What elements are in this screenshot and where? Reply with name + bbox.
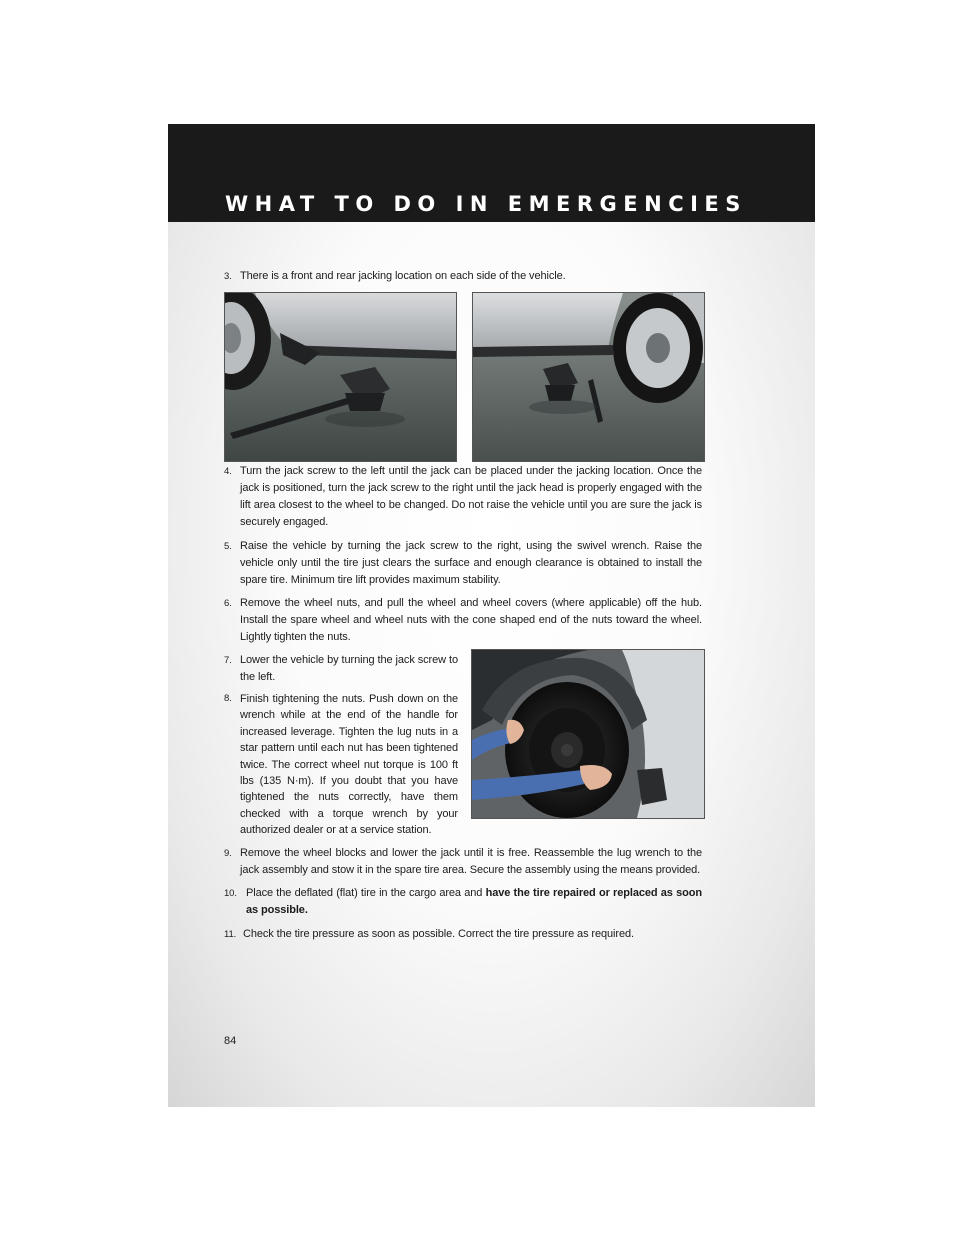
step-number: 4. bbox=[224, 466, 232, 477]
jack-front-photo bbox=[224, 292, 457, 462]
step-text: Finish tightening the nuts. Push down on the wrench while at the end of the handle for increased leverage. Tighten the lug nuts in a star pattern until each nut has been tightened twice. The correct wheel nut torque is 100 ft lbs (135 N·m). If you doubt that you have tightened the nuts correctly, have them checked with a torque wrench by your authorized dealer or at a service station. bbox=[240, 693, 458, 837]
step-4 bbox=[224, 463, 702, 531]
step-text: Raise the vehicle by turning the jack screw to the right, using the swivel wrench. Raise the vehicle only until the tire just clears the surface and enough clearance is obtained to install the spare tire. Minimum tire lift provides maximum stability. bbox=[240, 540, 702, 586]
step-10 bbox=[224, 885, 702, 919]
step-text-bold: have the tire repaired or replaced as soon as possible. bbox=[246, 887, 702, 916]
step-number: 6. bbox=[224, 598, 232, 609]
section-title: WHAT TO DO IN EMERGENCIES bbox=[225, 192, 747, 216]
step-text: Check the tire pressure as soon as possible. Correct the tire pressure as required. bbox=[243, 928, 634, 940]
step-number: 10. bbox=[224, 888, 237, 899]
step-text: Remove the wheel nuts, and pull the wheel and wheel covers (where applicable) off the hub. Install the spare wheel and wheel nuts with the cone shaped end of the nuts toward the wheel. Lightly tighten the nuts. bbox=[240, 597, 702, 643]
step-5 bbox=[224, 538, 702, 589]
step-6 bbox=[224, 595, 702, 646]
section-header bbox=[168, 124, 815, 222]
step-text: There is a front and rear jacking location on each side of the vehicle. bbox=[240, 270, 566, 282]
step-number: 8. bbox=[224, 693, 232, 704]
step-number: 9. bbox=[224, 848, 232, 859]
step-number: 3. bbox=[224, 271, 232, 282]
step-number: 5. bbox=[224, 541, 232, 552]
manual-page bbox=[168, 124, 815, 1107]
step-text: Place the deflated (flat) tire in the cargo area and bbox=[246, 887, 486, 899]
page-number: 84 bbox=[224, 1035, 237, 1047]
step-number: 11. bbox=[224, 929, 237, 940]
spare-tire-photo bbox=[471, 649, 705, 819]
jack-rear-photo bbox=[472, 292, 705, 462]
step-text: Remove the wheel blocks and lower the jack until it is free. Reassemble the lug wrench to the jack assembly and stow it in the spare tire area. Secure the assembly using the means provided. bbox=[240, 847, 702, 876]
step-9 bbox=[224, 845, 702, 879]
step-3 bbox=[224, 268, 702, 285]
step-11 bbox=[224, 926, 702, 943]
step-text: Lower the vehicle by turning the jack screw to the left. bbox=[240, 654, 458, 683]
step-7 bbox=[224, 652, 458, 686]
step-8 bbox=[224, 691, 458, 839]
step-number: 7. bbox=[224, 655, 232, 666]
step-text: Turn the jack screw to the left until the jack can be placed under the jacking location. Once the jack is positioned, turn the jack screw to the right until the jack head is properly engaged with the lift area closest to the wheel to be changed. Do not raise the vehicle until you are sure the jack is securely engaged. bbox=[240, 465, 702, 528]
